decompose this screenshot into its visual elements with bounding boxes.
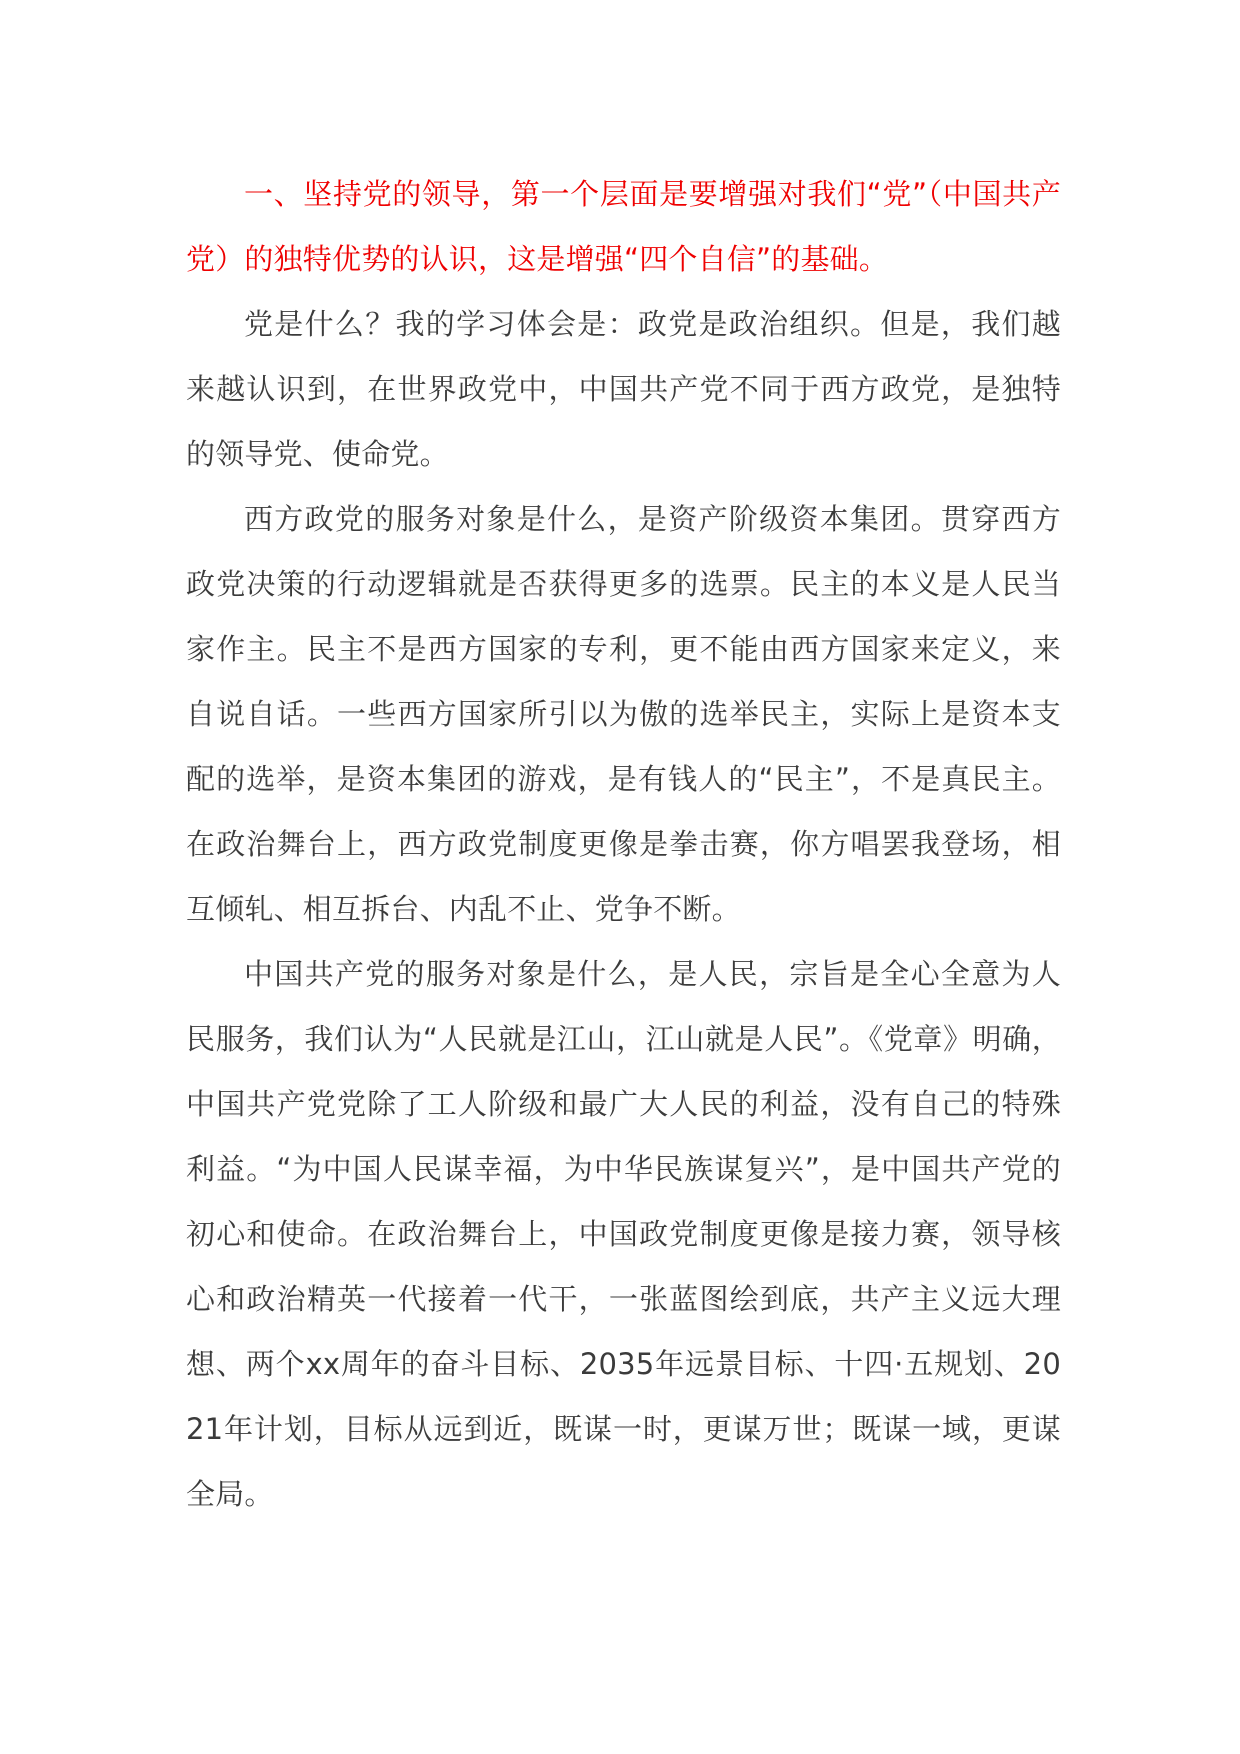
section-heading: 一、坚持党的领导，第一个层面是要增强对我们“党”（中国共产党）的独特优势的认识，这是增强“四个自信”的基础。 <box>186 177 1061 276</box>
document-body <box>186 162 1061 1527</box>
paragraph-cpc-service: 中国共产党的服务对象是什么，是人民，宗旨是全心全意为人民服务，我们认为“人民就是江山，江山就是人民”。《党章》明确，中国共产党党除了工人阶级和最广大人民的利益，没有自己的特殊利益。“为中国人民谋幸福，为中华民族谋复兴”，是中国共产党的初心和使命。在政治舞台上，中国政党制度更像是接力赛，领导核心和政治精英一代接着一代干，一张蓝图绘到底，共产主义远大理想、两个xx周年的奋斗目标、2035年远景目标、十四·五规划、2021年计划，目标从远到近，既谋一时，更谋万世；既谋一域，更谋全局。 <box>186 957 1061 1511</box>
paragraph-what-is-party: 党是什么？我的学习体会是：政党是政治组织。但是，我们越来越认识到，在世界政党中，中国共产党不同于西方政党，是独特的领导党、使命党。 <box>186 307 1061 471</box>
paragraph-western-parties: 西方政党的服务对象是什么，是资产阶级资本集团。贯穿西方政党决策的行动逻辑就是否获得更多的选票。民主的本义是人民当家作主。民主不是西方国家的专利，更不能由西方国家来定义，来自说自话。一些西方国家所引以为傲的选举民主，实际上是资本支配的选举，是资本集团的游戏，是有钱人的“民主”，不是真民主。在政治舞台上，西方政党制度更像是拳击赛，你方唱罢我登场，相互倾轧、相互拆台、内乱不止、党争不断。 <box>186 502 1061 926</box>
